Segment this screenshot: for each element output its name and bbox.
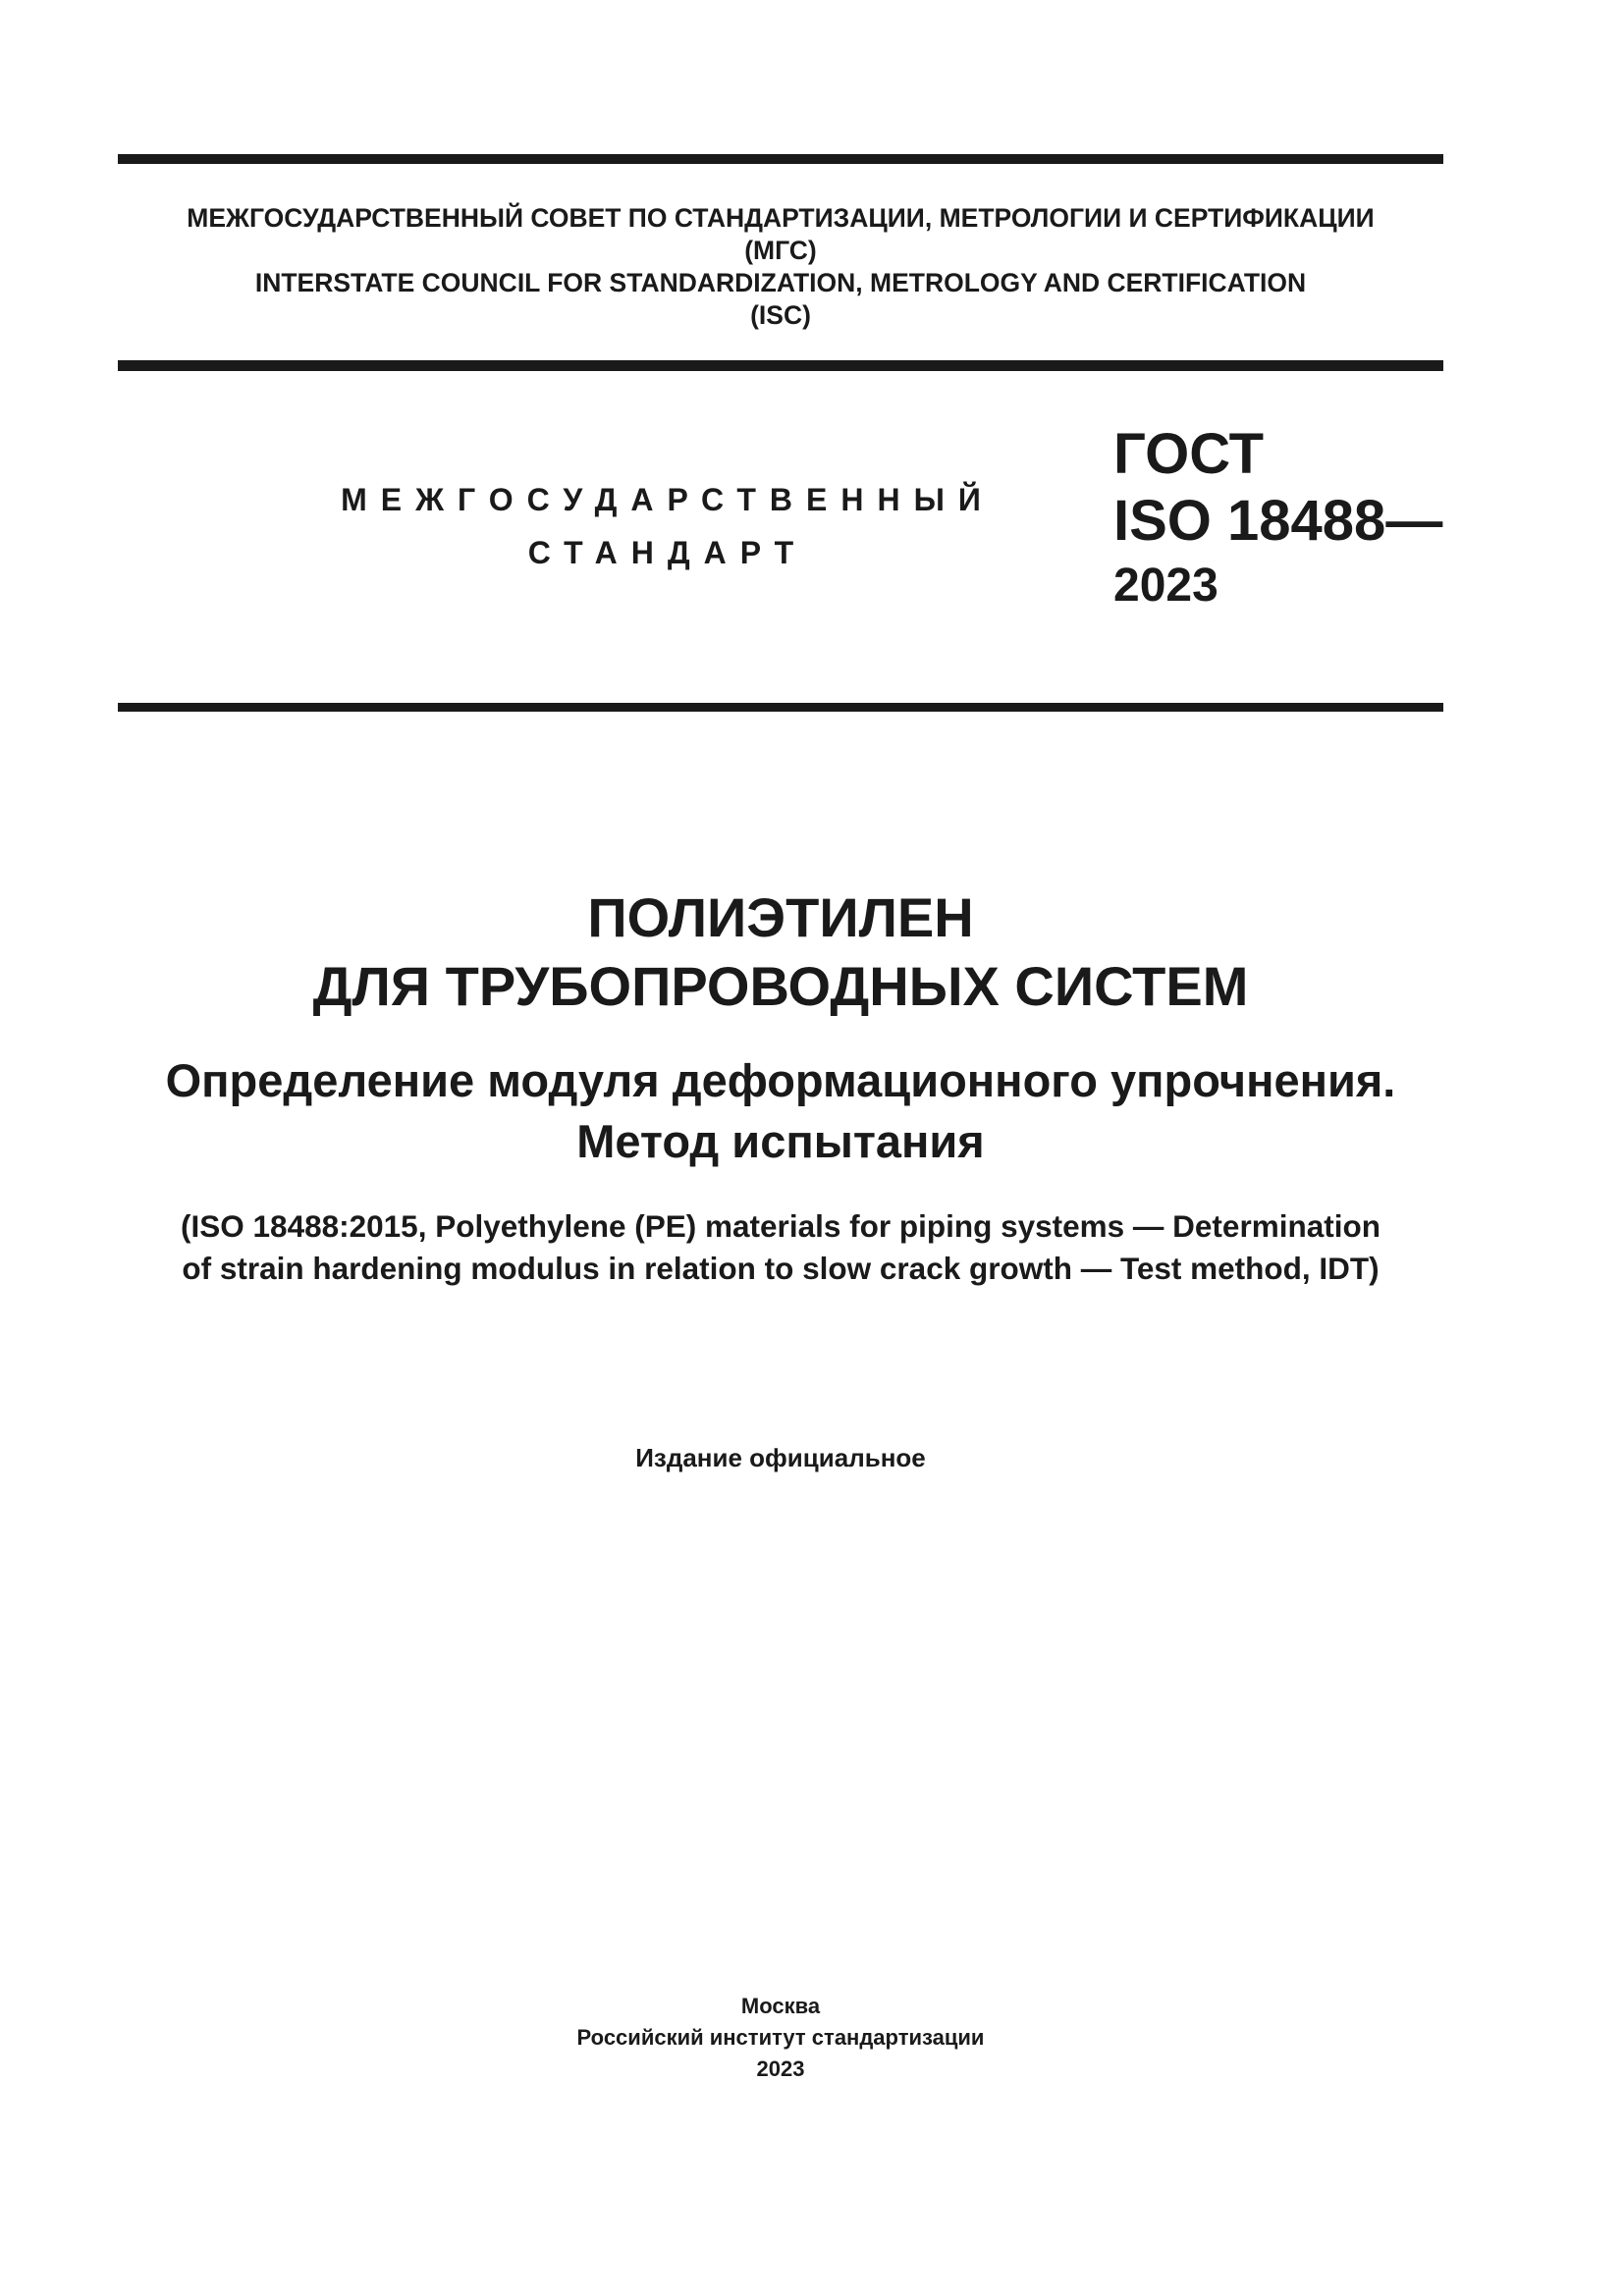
document-subtitle [118,1050,1443,1172]
top-rule [118,154,1443,164]
iso-reference-line-1: (ISO 18488:2015, Polyethylene (PE) materials for piping systems — Determination [181,1208,1380,1244]
council-name-ru: МЕЖГОСУДАРСТВЕННЫЙ СОВЕТ ПО СТАНДАРТИЗАЦИИ, МЕТРОЛОГИИ И СЕРТИФИКАЦИИ [187,203,1375,233]
document-title-line-2: ДЛЯ ТРУБОПРОВОДНЫХ СИСТЕМ [312,955,1249,1017]
imprint-year: 2023 [756,2056,805,2081]
council-abbr-en: (ISC) [750,300,811,330]
standard-kind-line-1: МЕЖГОСУДАРСТВЕННЫЙ [341,482,995,517]
imprint-publisher: Российский институт стандартизации [576,2025,985,2050]
header-bottom-rule [118,703,1443,712]
standard-kind-line-2: СТАНДАРТ [527,535,808,570]
imprint [118,1991,1443,2085]
document-subtitle-line-2: Метод испытания [576,1115,985,1167]
iso-reference-line-2: of strain hardening modulus in relation to slow crack growth — Test method, IDT) [182,1251,1380,1286]
standard-number [1113,421,1442,617]
standard-number-line-1: ГОСТ [1113,422,1265,486]
standard-number-line-3: 2023 [1113,560,1218,612]
council-name-en: INTERSTATE COUNCIL FOR STANDARDIZATION, METROLOGY AND CERTIFICATION [254,268,1307,297]
standard-kind [324,473,1011,579]
iso-reference [118,1205,1443,1290]
council-header [118,202,1443,332]
council-divider-rule [118,360,1443,371]
council-abbr-ru: (МГС) [744,236,817,265]
document-title [118,883,1443,1021]
edition-note: Издание официальное [635,1443,926,1472]
document-subtitle-line-1: Определение модуля деформационного упрочнения. [165,1054,1396,1106]
standard-number-line-2: ISO 18488— [1113,489,1443,553]
imprint-city: Москва [740,1994,821,2018]
document-title-line-1: ПОЛИЭТИЛЕН [587,886,974,948]
